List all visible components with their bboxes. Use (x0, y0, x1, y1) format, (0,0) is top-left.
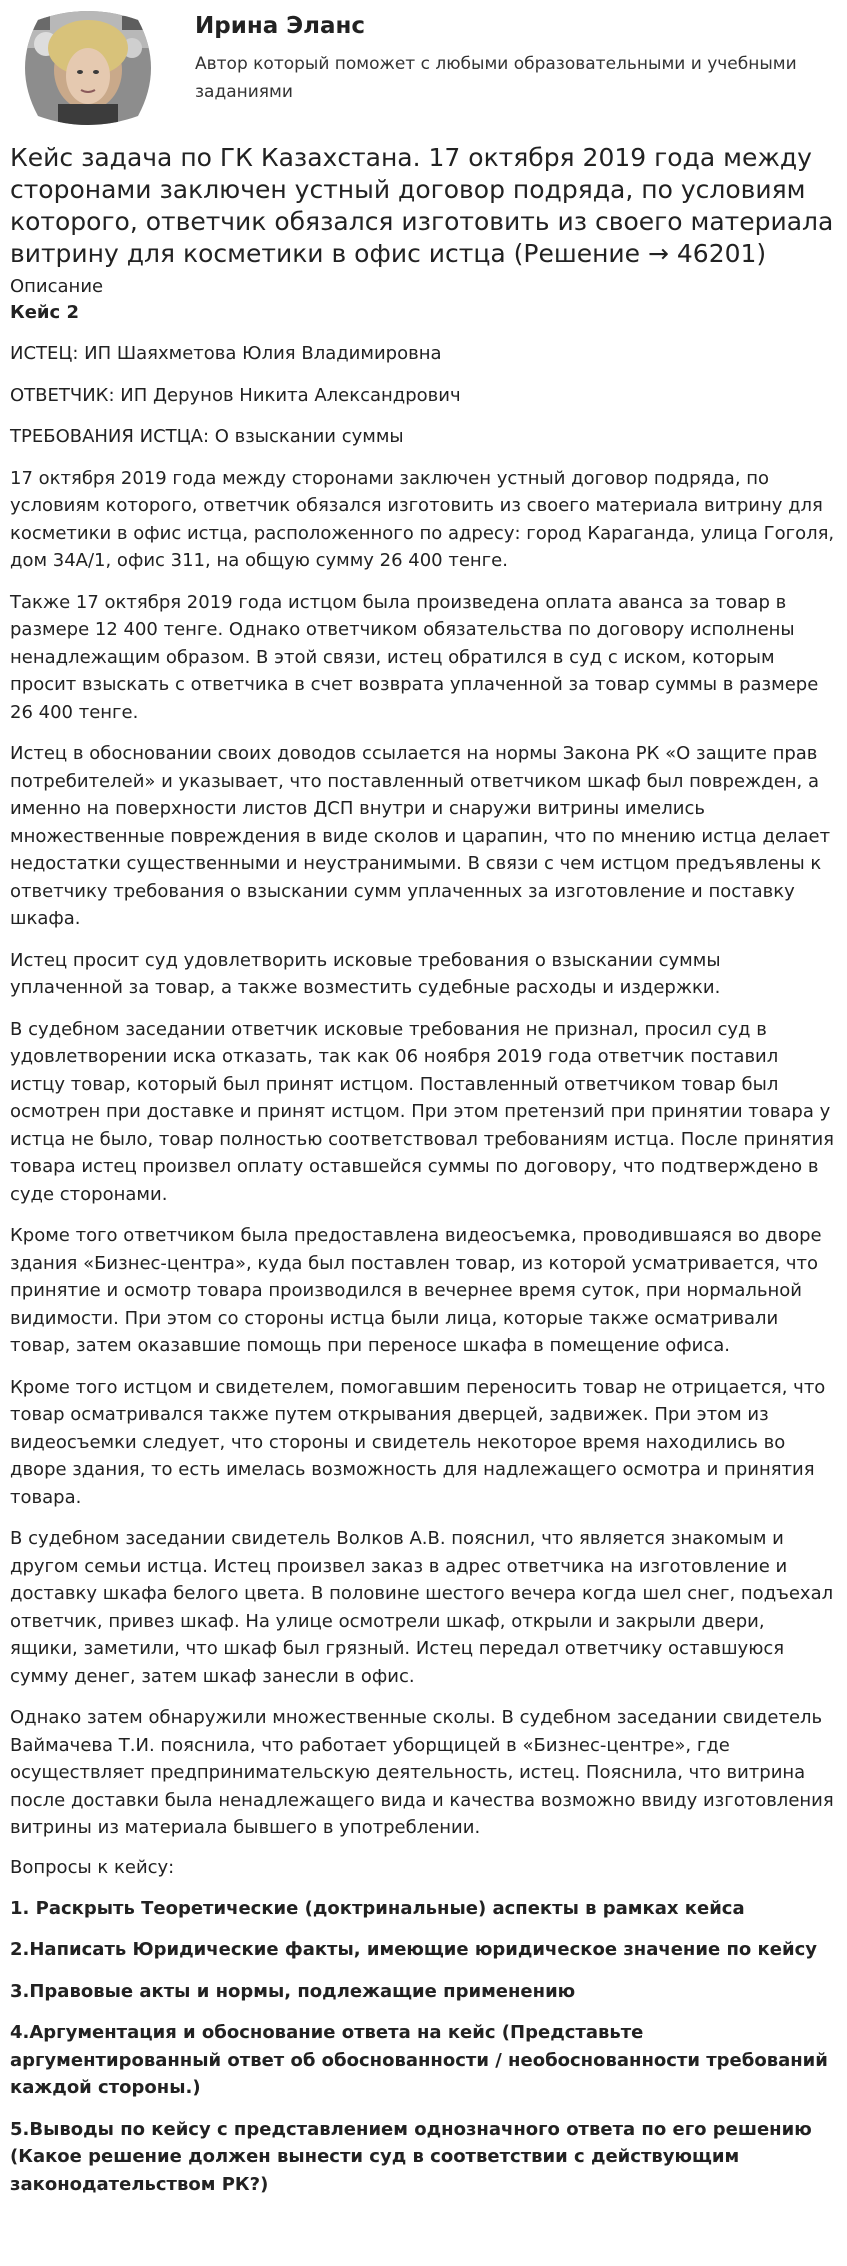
case-paragraph: В судебном заседании свидетель Волков А.В. пояснил, что является знакомым и другом семьи истца. Истец произвел заказ в адрес ответчика на изготовление и доставку шкафа белого цвета. В половине шестого вечера когда шел снег, подъехал ответчик, привез шкаф. На улице осмотрели шкаф, открыли и закрыли двери, ящики, заметили, что шкаф был грязный. Истец передал ответчику оставшуюся сумму денег, затем шкаф занесли в офис. (10, 1528, 834, 1687)
questions-label: Вопросы к кейсу: (10, 1856, 175, 1878)
case-paragraph: 17 октября 2019 года между сторонами заключен устный договор подряда, по условиям которого, ответчик обязался изготовить из своего материала витрину для косметики в офис истца, расположенного по адресу: город Караганда, улица Гоголя, дом 34А/1, офис 311, на общую сумму 26 400 тенге. (10, 467, 835, 571)
plaintiff-line: ИСТЕЦ: ИП Шаяхметова Юлия Владимировна (10, 343, 442, 364)
author-avatar[interactable] (18, 8, 158, 128)
case-paragraph: Кроме того истцом и свидетелем, помогавшим переносить товар не отрицается, что товар осматривался также путем открывания дверцей, задвижек. При этом из видеосъемки следует, что стороны и свидетель некоторое время находились во дворе здания, то есть имелась возможность для надлежащего осмотра и принятия товара. (10, 1376, 826, 1508)
case-paragraph: Истец в обосновании своих доводов ссылается на нормы Закона РК «О защите прав потребителей» и указывает, что поставленный ответчиком шкаф был поврежден, а именно на поверхности листов ДСП внутри и снаружи витрины имелись множественные повреждения в виде сколов и царапин, что по мнению истца делает недостатки существенными и неустранимыми. В связи с чем истцом предъявлены к ответчику требования о взыскании сумм уплаченных за изготовление и поставку шкафа. (10, 743, 831, 929)
case-paragraph: Однако затем обнаружили множественные сколы. В судебном заседании свидетель Ваймачева Т.И. пояснила, что работает уборщицей в «Бизнес-центре», где осуществляет предпринимательскую деятельность, истец. Пояснила, что витрина после доставки была ненадлежащего вида и качества возможно ввиду изготовления витрины из материала бывшего в употреблении. (10, 1707, 834, 1838)
defendant-line: ОТВЕТЧИК: ИП Дерунов Никита Александрович (10, 384, 461, 406)
author-block (10, 0, 837, 140)
case-paragraph: В судебном заседании ответчик исковые требования не признал, просил суд в удовлетворении иска отказать, так как 06 ноября 2019 года ответчик поставил истцу товар, который был принят истцом. Поставленный ответчиком товар был осмотрен при доставке и принят истцом. При этом претензий при принятии товара у истца не было, товар полностью соответствовал требованиям истца. После принятия товара истец произвел оплату оставшейся суммы по договору, что подтверждено в суде сторонами. (10, 1018, 834, 1205)
page-title: Кейс задача по ГК Казахстана. 17 октября 2019 года между сторонами заключен устный договор подряда, по условиям которого, ответчик обязался изготовить из своего материала витрину для косметики в офис истца (Решение → 46201) (10, 143, 834, 268)
case-paragraph: Кроме того ответчиком была предоставлена видеосъемка, проводившаяся во дворе здания «Бизнес-центра», куда был поставлен товар, из которой усматривается, что принятие и осмотр товара производился в вечернее время суток, при нормальной видимости. При этом со стороны истца были лица, которые также осматривали товар, затем оказавшие помощь при переносе шкафа в помещение офиса. (10, 1225, 822, 1356)
case-label: Кейс 2 (10, 302, 79, 323)
question-item: 2.Написать Юридические факты, имеющие юридическое значение по кейсу (10, 1939, 817, 1960)
claims-line: ТРЕБОВАНИЯ ИСТЦА: О взыскании суммы (10, 426, 404, 447)
question-item: 3.Правовые акты и нормы, подлежащие применению (10, 1980, 576, 2002)
author-description: Автор который поможет с любыми образовательными и учебными заданиями (195, 54, 797, 102)
question-item: 1. Раскрыть Теоретические (доктринальные) аспекты в рамках кейса (10, 1897, 745, 1919)
question-item: 4.Аргументация и обоснование ответа на кейс (Представьте аргументированный ответ об обоснованности / необоснованности требований каждой стороны.) (10, 2022, 828, 2098)
case-paragraph: Также 17 октября 2019 года истцом была произведена оплата аванса за товар в размере 12 400 тенге. Однако ответчиком обязательства по договору исполнены ненадлежащим образом. В этой связи, истец обратился в суд с иском, которым просит взыскать с ответчика в счет возврата уплаченной за товар суммы в размере 26 400 тенге. (10, 591, 819, 723)
author-name[interactable]: Ирина Эланс (195, 13, 366, 39)
avatar-image (18, 8, 158, 128)
case-paragraph: Истец просит суд удовлетворить исковые требования о взыскании суммы уплаченной за товар, а также возместить судебные расходы и издержки. (10, 949, 721, 998)
description-label: Описание (10, 276, 104, 297)
question-item: 5.Выводы по кейсу с представлением однозначного ответа по его решению (Какое решение должен вынести суд в соответствии с действующим законодательством РК?) (10, 2118, 812, 2195)
